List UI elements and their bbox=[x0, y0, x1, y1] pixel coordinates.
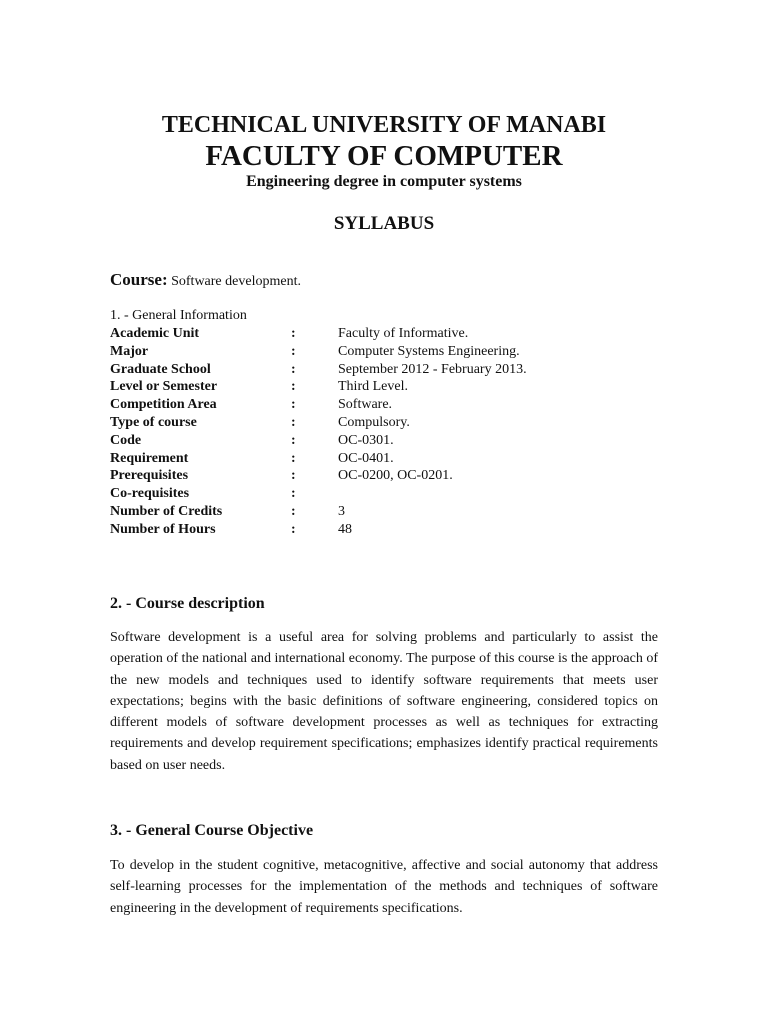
info-key: Prerequisites bbox=[110, 468, 189, 484]
info-separator: : bbox=[291, 432, 296, 448]
info-separator: : bbox=[291, 397, 296, 413]
info-key: Number of Hours bbox=[110, 521, 216, 537]
info-key: Major bbox=[110, 343, 149, 359]
info-key: Competition Area bbox=[110, 397, 217, 413]
course-line bbox=[110, 270, 301, 292]
info-value: OC-0301. bbox=[338, 432, 394, 448]
info-value: Compulsory. bbox=[338, 414, 410, 430]
info-separator: : bbox=[291, 521, 296, 537]
course-description-heading: 2. - Course description bbox=[110, 595, 265, 612]
general-objective-heading: 3. - General Course Objective bbox=[110, 822, 314, 839]
university-name: TECHNICAL UNIVERSITY OF MANABI bbox=[161, 112, 607, 138]
info-key: Number of Credits bbox=[110, 503, 223, 519]
info-separator: : bbox=[291, 379, 296, 395]
info-separator: : bbox=[291, 503, 296, 519]
general-objective-text: To develop in the student cognitive, metacognitive, affective and social autonomy that address self-learning processes for the implementation of the methods and techniques of software engineering in the development of requirements specifications. bbox=[110, 858, 658, 916]
course-description-text: Software development is a useful area for solving problems and particularly to assist the operation of the national and international economy. The purpose of this course is the approach of the new models and techniques used to identify software requirements that meets user expectations; begins with the basic definitions of software engineering, considered topics on different models of software development processes as well as techniques for extracting requirements and develop requirement specifications; emphasizes identify practical requirements based on user needs. bbox=[110, 630, 658, 773]
info-separator: : bbox=[291, 468, 296, 484]
info-value: Computer Systems Engineering. bbox=[338, 343, 520, 359]
document-type-title: SYLLABUS bbox=[333, 213, 435, 234]
info-value: Software. bbox=[338, 397, 393, 413]
info-key: Graduate School bbox=[110, 361, 211, 377]
info-separator: : bbox=[291, 361, 296, 377]
info-separator: : bbox=[291, 450, 296, 466]
info-separator: : bbox=[291, 486, 296, 502]
info-separator: : bbox=[291, 326, 296, 341]
info-key: Academic Unit bbox=[110, 326, 200, 341]
info-key: Level or Semester bbox=[110, 379, 218, 395]
info-value: 3 bbox=[338, 503, 345, 519]
course-value: Software development. bbox=[171, 274, 301, 289]
info-key: Code bbox=[110, 432, 142, 448]
info-value: OC-0401. bbox=[338, 450, 394, 466]
info-key: Type of course bbox=[110, 414, 197, 430]
info-value: September 2012 - February 2013. bbox=[338, 361, 527, 377]
info-separator: : bbox=[291, 343, 296, 359]
degree-name: Engineering degree in computer systems bbox=[246, 173, 522, 190]
info-value: 48 bbox=[338, 521, 352, 537]
info-key: Requirement bbox=[110, 450, 189, 466]
faculty-name: FACULTY OF COMPUTER bbox=[205, 140, 563, 172]
course-label: Course: bbox=[110, 270, 168, 289]
info-value: Faculty of Informative. bbox=[338, 326, 469, 341]
info-separator: : bbox=[291, 414, 296, 430]
info-value: OC-0200, OC-0201. bbox=[338, 468, 453, 484]
general-information-heading: 1. - General Information bbox=[110, 308, 247, 323]
info-key: Co-requisites bbox=[110, 486, 190, 502]
info-value: Third Level. bbox=[338, 379, 408, 395]
